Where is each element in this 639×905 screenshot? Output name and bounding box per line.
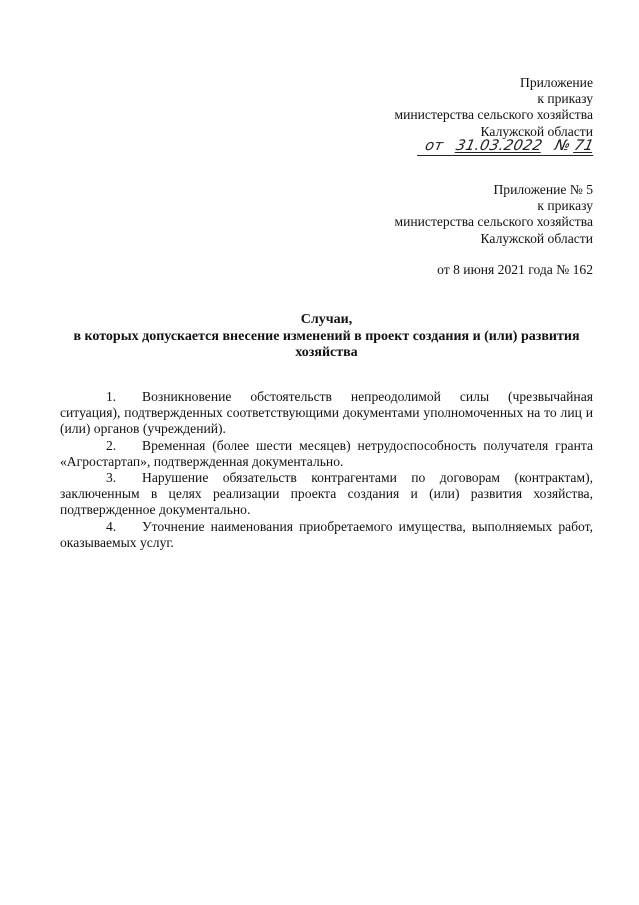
item-number: 1. bbox=[106, 389, 117, 404]
ministry-name-2: министерства сельского хозяйства bbox=[394, 214, 593, 230]
title-line-3: хозяйства bbox=[295, 345, 358, 361]
item-text: Нарушение обязательств контрагентами по договорам (контрактам), заключенным в целях реализации проекта создания и (или) развития хозяйства, подтвержденное документально. bbox=[60, 470, 593, 518]
list-item bbox=[60, 470, 593, 519]
original-order-line: от 8 июня 2021 года № 162 bbox=[437, 262, 593, 277]
appendix5-header bbox=[395, 182, 594, 247]
item-number: 3. bbox=[106, 470, 117, 486]
order-number: 71 bbox=[572, 138, 595, 154]
item-number: 4. bbox=[106, 518, 117, 534]
order-ref: к приказу bbox=[537, 91, 593, 107]
order-ref-2: к приказу bbox=[537, 198, 593, 214]
item-text: Уточнение наименования приобретаемого имущества, выполняемых работ, оказываемых услуг. bbox=[60, 518, 593, 550]
document-title bbox=[60, 312, 593, 362]
item-number: 2. bbox=[106, 437, 117, 453]
title-line-1: Случаи, bbox=[300, 312, 353, 327]
title-line-2: в которых допускается внесение изменений в проект создания и (или) развития bbox=[73, 328, 580, 344]
list-item bbox=[60, 519, 593, 551]
region-name: Калужской области bbox=[480, 123, 593, 139]
appendix-label: Приложение bbox=[520, 75, 593, 90]
order-date-number bbox=[399, 134, 595, 156]
list-item bbox=[60, 389, 593, 438]
order-date: 31.03.2022 bbox=[454, 138, 544, 154]
cases-list bbox=[60, 389, 593, 551]
list-item bbox=[60, 438, 593, 470]
handwritten-order-ref bbox=[417, 138, 597, 156]
item-text: Временная (более шести месяцев) нетрудоспособность получателя гранта «Агростартап», подтвержденная документально. bbox=[60, 437, 593, 469]
region-name-2: Калужской области bbox=[480, 230, 593, 246]
appendix5-label: Приложение № 5 bbox=[493, 182, 593, 197]
number-sign: № bbox=[553, 138, 572, 154]
ministry-name: министерства сельского хозяйства bbox=[394, 107, 593, 123]
item-text: Возникновение обстоятельств непреодолимой силы (чрезвычайная ситуация), подтвержденных соответствующими документами уполномоченных на то лиц и (или) органов (учреждений). bbox=[60, 389, 593, 437]
appendix-header bbox=[395, 75, 594, 140]
original-order-date bbox=[437, 262, 593, 278]
date-prefix: от bbox=[423, 138, 445, 154]
